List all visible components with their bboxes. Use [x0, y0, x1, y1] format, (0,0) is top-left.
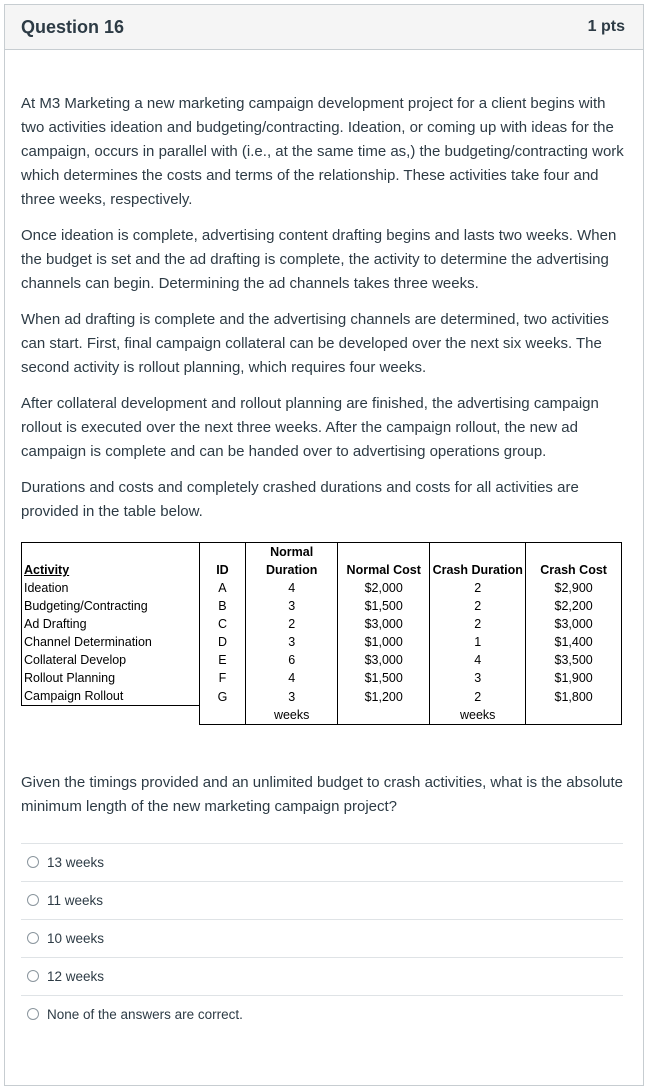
cell-crash-duration: 4	[430, 651, 526, 669]
cell-crash-cost: $3,500	[526, 651, 622, 669]
cell-id: G	[199, 687, 245, 706]
cell-normal-duration: 4	[246, 579, 338, 597]
answer-label: 12 weeks	[47, 968, 105, 984]
table-header-row-1	[22, 543, 622, 562]
cell-normal-cost: $1,000	[338, 633, 430, 651]
cell-crash-duration: 2	[430, 615, 526, 633]
answer-label: None of the answers are correct.	[47, 1006, 243, 1022]
table-row	[22, 597, 622, 615]
cell-crash-duration: 2	[430, 687, 526, 706]
radio-button[interactable]	[27, 856, 39, 868]
header-crash-duration: Crash Duration	[430, 561, 526, 579]
cell-activity: Ideation	[22, 579, 200, 597]
activity-table	[21, 542, 622, 725]
cell-activity: Campaign Rollout	[22, 687, 200, 706]
cell-crash-cost: $1,800	[526, 687, 622, 706]
cell-normal-duration: 3	[246, 633, 338, 651]
cell-crash-cost: $2,900	[526, 579, 622, 597]
cell-id: D	[199, 633, 245, 651]
radio-button[interactable]	[27, 970, 39, 982]
header-normal-cost: Normal Cost	[338, 561, 430, 579]
paragraph-intro: At M3 Marketing a new marketing campaign development project for a client begins with two activities ideation and budgeting/contracting. Ideation, or coming up with ideas for the campaign, occurs in parallel with (i.e., at the same time as,) the budgeting/contracting work which determines the costs and terms of the relationship. These activities take four and three weeks, respectively.	[21, 95, 624, 208]
cell-crash-duration: 3	[430, 669, 526, 687]
cell-crash-duration: 1	[430, 633, 526, 651]
radio-button[interactable]	[27, 932, 39, 944]
cell-id: F	[199, 669, 245, 687]
answer-label: 13 weeks	[47, 854, 105, 870]
question-points: 1 pts	[587, 18, 625, 35]
table-row	[22, 651, 622, 669]
cell-activity: Budgeting/Contracting	[22, 597, 200, 615]
question-prompt: Given the timings provided and an unlimited budget to crash activities, what is the absolute minimum length of the new marketing campaign project?	[21, 773, 624, 815]
cell-id: A	[199, 579, 245, 597]
cell-activity: Channel Determination	[22, 633, 200, 651]
cell-crash-cost: $3,000	[526, 615, 622, 633]
answer-option[interactable]	[21, 996, 623, 1033]
paragraph-rollout: After collateral development and rollout planning are finished, the advertising campaign rollout is executed over the next three weeks. After the campaign rollout, the new ad campaign is complete and can be handed over to advertising operations group.	[21, 395, 599, 460]
cell-activity: Collateral Develop	[22, 651, 200, 669]
question-header	[5, 5, 643, 50]
question-body	[5, 50, 643, 1033]
paragraph-activities: When ad drafting is complete and the advertising channels are determined, two activities can start. First, final campaign collateral can be developed over the next six weeks. The second activity is rollout planning, which requires four weeks.	[21, 311, 609, 376]
cell-crash-cost: $2,200	[526, 597, 622, 615]
table-footer-row	[22, 706, 622, 725]
table-row	[22, 669, 622, 687]
cell-normal-duration: 2	[246, 615, 338, 633]
question-title: Question 16	[21, 16, 125, 37]
header-normal-duration-line1: Normal	[246, 543, 338, 562]
answer-option[interactable]	[21, 958, 623, 996]
cell-activity: Ad Drafting	[22, 615, 200, 633]
answer-option[interactable]	[21, 844, 623, 882]
table-row	[22, 687, 622, 706]
cell-normal-duration: 3	[246, 597, 338, 615]
paragraph-table-intro: Durations and costs and completely crashed durations and costs for all activities are provided in the table below.	[21, 479, 579, 520]
header-normal-duration-line2: Duration	[246, 561, 338, 579]
question-card	[4, 4, 644, 1086]
cell-id: E	[199, 651, 245, 669]
table-row	[22, 633, 622, 651]
cell-normal-cost: $1,500	[338, 669, 430, 687]
cell-normal-cost: $3,000	[338, 651, 430, 669]
radio-button[interactable]	[27, 1008, 39, 1020]
cell-id: B	[199, 597, 245, 615]
cell-normal-cost: $2,000	[338, 579, 430, 597]
cell-crash-duration: 2	[430, 579, 526, 597]
cell-normal-cost: $3,000	[338, 615, 430, 633]
answer-label: 11 weeks	[47, 892, 104, 908]
cell-normal-cost: $1,200	[338, 687, 430, 706]
cell-normal-duration: 4	[246, 669, 338, 687]
header-crash-cost: Crash Cost	[526, 561, 622, 579]
footer-crash-duration-unit: weeks	[430, 706, 526, 725]
header-id: ID	[199, 561, 245, 579]
cell-normal-cost: $1,500	[338, 597, 430, 615]
answer-option[interactable]	[21, 920, 623, 958]
cell-crash-cost: $1,400	[526, 633, 622, 651]
footer-normal-duration-unit: weeks	[246, 706, 338, 725]
table-header-row-2	[22, 561, 622, 579]
header-activity: Activity	[22, 561, 200, 579]
cell-crash-duration: 2	[430, 597, 526, 615]
paragraph-drafting: Once ideation is complete, advertising content drafting begins and lasts two weeks. When the budget is set and the ad drafting is complete, the activity to determine the advertising channels can begin. Determining the ad channels takes three weeks.	[21, 227, 617, 292]
table-row	[22, 579, 622, 597]
answer-option[interactable]	[21, 882, 623, 920]
answer-list	[21, 843, 623, 1033]
table-row	[22, 615, 622, 633]
cell-activity: Rollout Planning	[22, 669, 200, 687]
radio-button[interactable]	[27, 894, 39, 906]
answer-label: 10 weeks	[47, 930, 105, 946]
cell-crash-cost: $1,900	[526, 669, 622, 687]
cell-normal-duration: 3	[246, 687, 338, 706]
cell-normal-duration: 6	[246, 651, 338, 669]
cell-id: C	[199, 615, 245, 633]
